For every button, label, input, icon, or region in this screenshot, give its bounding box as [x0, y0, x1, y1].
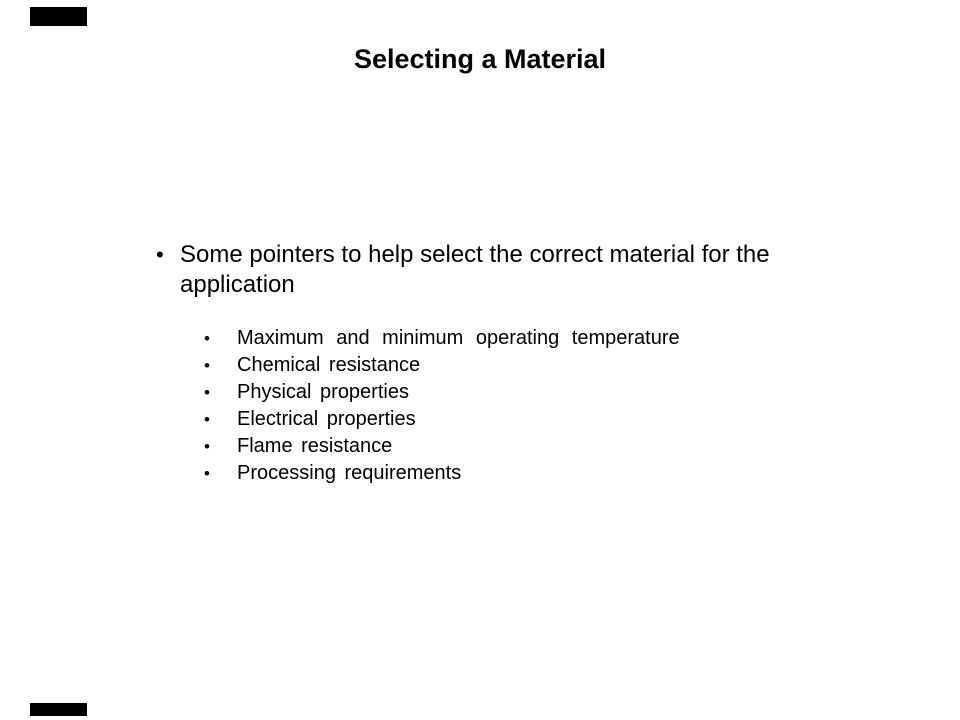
- list-item: [204, 406, 764, 433]
- bullet-icon: •: [204, 437, 210, 456]
- sub-bullet-text: Electrical properties: [237, 408, 416, 430]
- list-item: [204, 352, 764, 379]
- page-title: Selecting a Material: [353, 44, 607, 74]
- sub-bullet-list: [204, 325, 764, 487]
- main-bullet-text: Some pointers to help select the correct material for the application: [180, 241, 770, 298]
- list-item: [204, 433, 764, 460]
- bullet-icon: •: [204, 356, 210, 375]
- list-item: [204, 460, 764, 487]
- bullet-icon: •: [204, 329, 210, 348]
- bullet-icon: •: [204, 383, 210, 402]
- list-item: [156, 240, 820, 300]
- list-item: [204, 379, 764, 406]
- list-item: [204, 325, 764, 352]
- sub-bullet-text: Physical properties: [237, 381, 409, 403]
- bullet-icon: •: [156, 242, 164, 267]
- bullet-icon: •: [204, 410, 210, 429]
- sub-bullet-text: Processing requirements: [237, 462, 462, 484]
- main-bullet-list: [156, 240, 820, 300]
- sub-bullet-text: Chemical resistance: [237, 354, 421, 376]
- sub-bullet-text: Maximum and minimum operating temperature: [237, 327, 680, 349]
- sub-bullet-text: Flame resistance: [237, 435, 393, 457]
- top-left-corner-marker: [30, 7, 87, 26]
- bottom-left-corner-marker: [30, 703, 87, 716]
- bullet-icon: •: [204, 464, 210, 483]
